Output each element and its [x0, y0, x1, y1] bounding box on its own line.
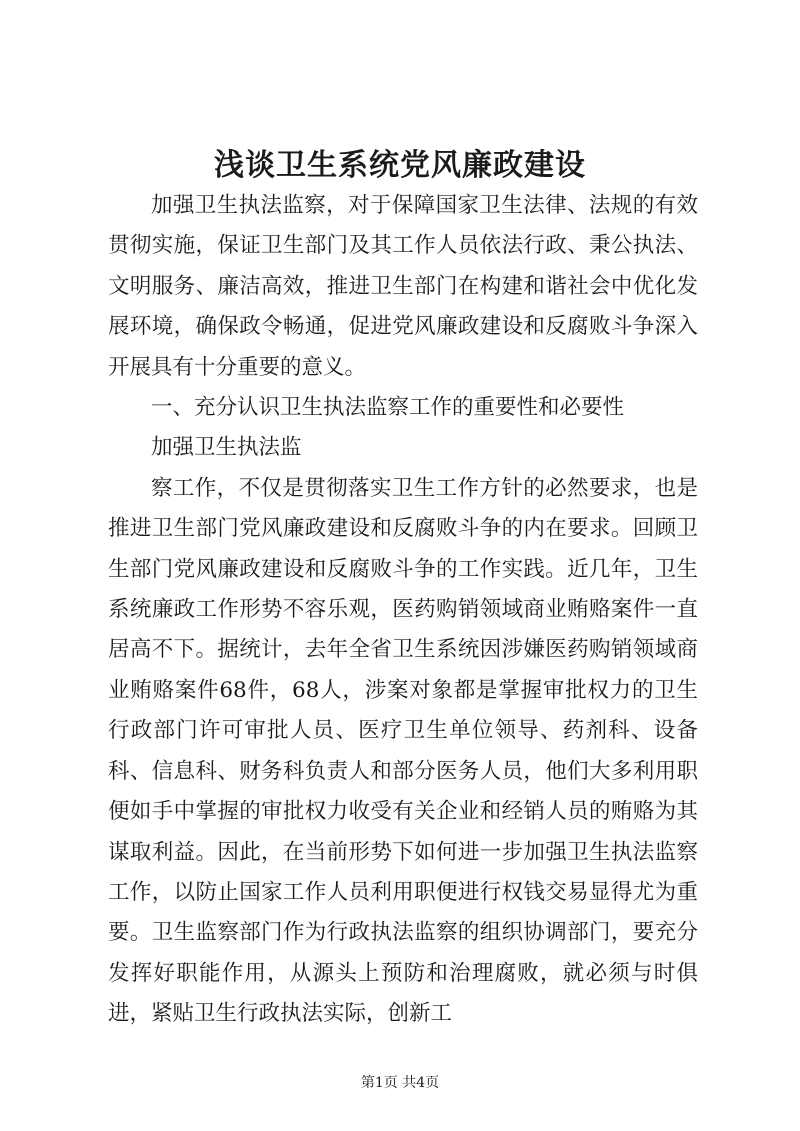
- document-body: [108, 186, 698, 1035]
- paragraph-main: 察工作，不仅是贯彻落实卫生工作方针的必然要求，也是推进卫生部门党风廉政建设和反腐败斗争的内在要求。回顾卫生部门党风廉政建设和反腐败斗争的工作实践。近几年，卫生系统廉政工作形势不容乐观，医药购销领域商业贿赂案件一直居高不下。据统计，去年全省卫生系统因涉嫌医药购销领域商业贿赂案件68件，68人，涉案对象都是掌握审批权力的卫生行政部门许可审批人员、医疗卫生单位领导、药剂科、设备科、信息科、财务科负责人和部分医务人员，他们大多利用职便如手中掌握的审批权力收受有关企业和经销人员的贿赂为其谋取利益。因此，在当前形势下如何进一步加强卫生执法监察工作，以防止国家工作人员利用职便进行权钱交易显得尤为重要。卫生监察部门作为行政执法监察的组织协调部门，要充分发挥好职能作用，从源头上预防和治理腐败，就必须与时俱进，紧贴卫生行政执法实际，创新工: [108, 475, 698, 1027]
- document-title: 浅谈卫生系统党风廉政建设: [214, 148, 586, 183]
- paragraph-intro: 加强卫生执法监察，对于保障国家卫生法律、法规的有效贯彻实施，保证卫生部门及其工作人员依法行政、秉公执法、文明服务、廉洁高效，推进卫生部门在构建和谐社会中优化发展环境，确保政令畅通，促进党风廉政建设和反腐败斗争深入开展具有十分重要的意义。: [108, 193, 698, 380]
- page-footer: 第1页 共4页: [360, 1075, 440, 1091]
- paragraph-lead: 加强卫生执法监: [151, 435, 302, 461]
- paragraph-section-heading: 一、充分认识卫生执法监察工作的重要性和必要性: [151, 395, 625, 421]
